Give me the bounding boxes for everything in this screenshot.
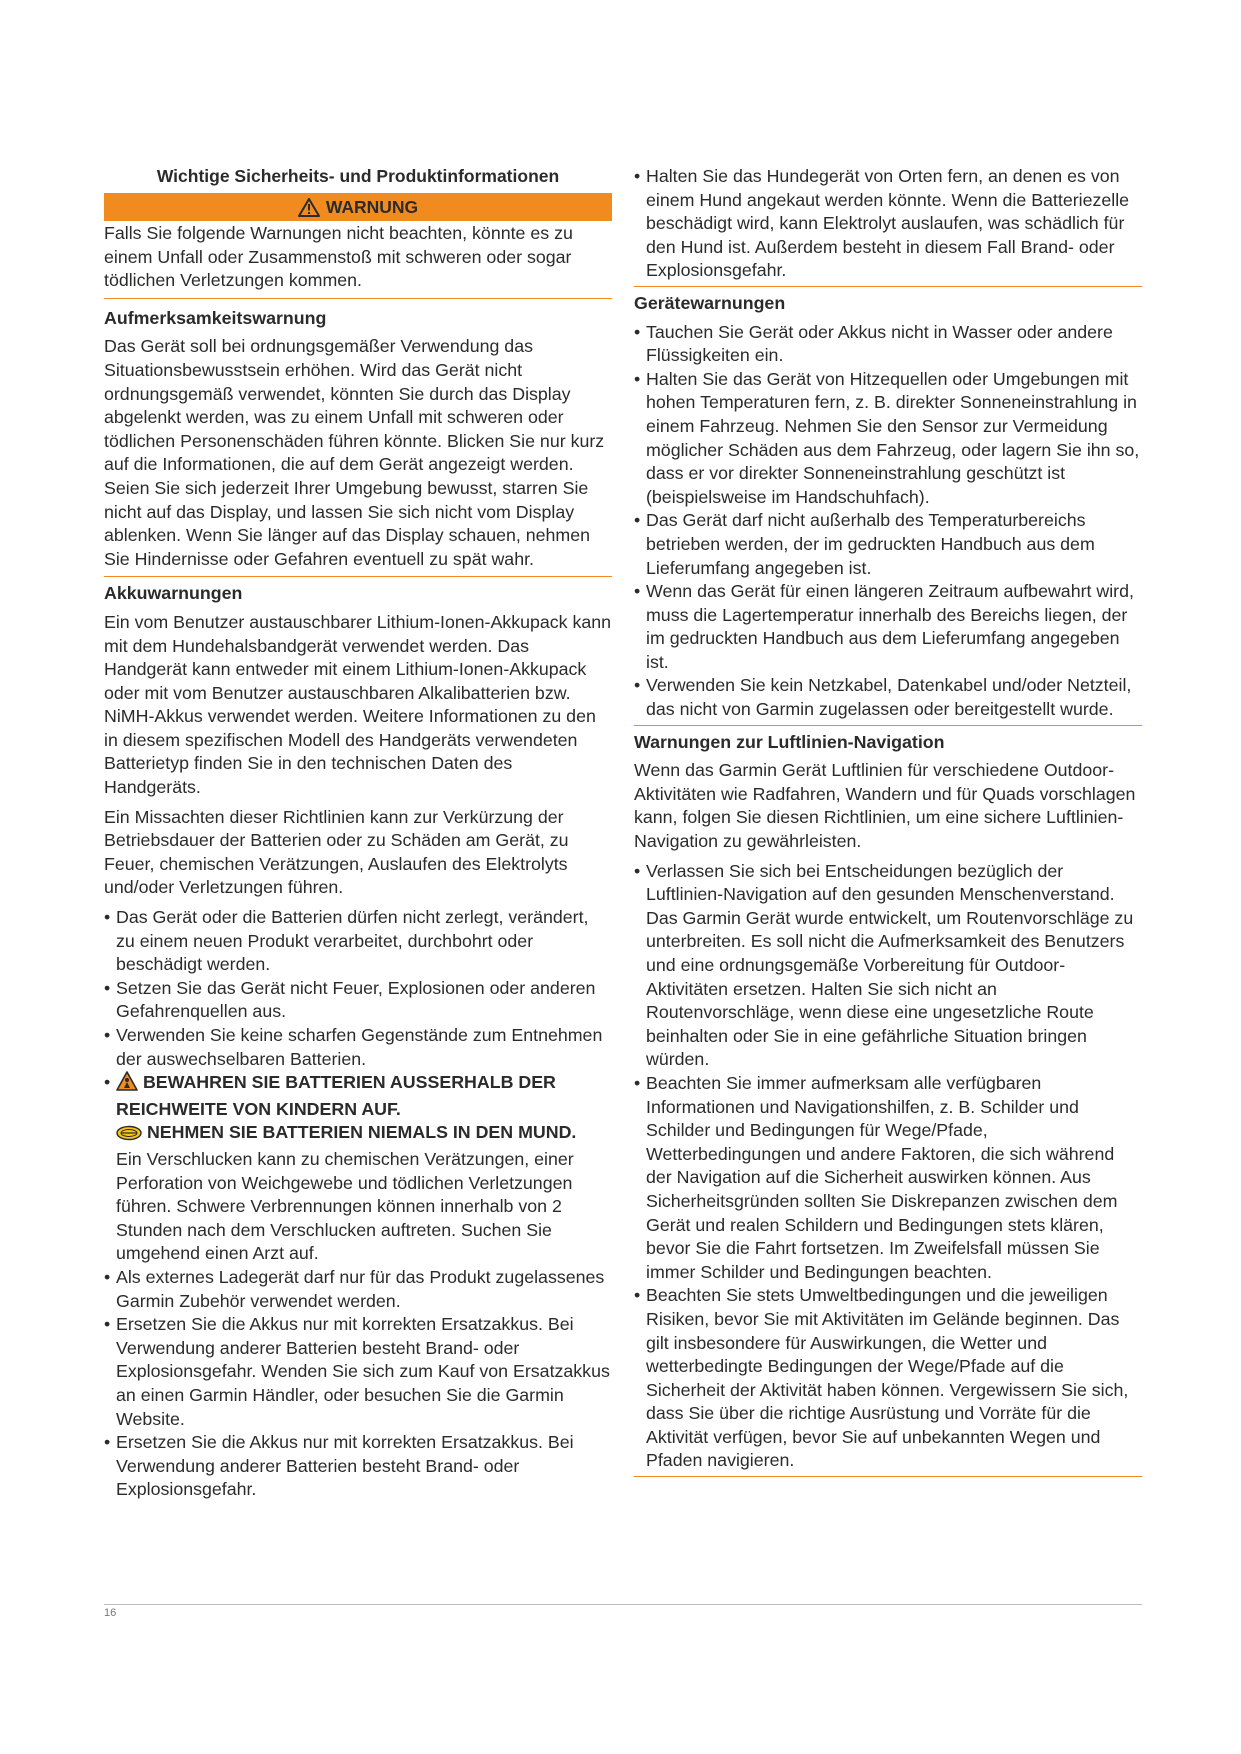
list-item: • Halten Sie das Gerät von Hitzequellen oder Umgebungen mit hohen Temperaturen fern, z. B. direkter Sonneneinstrahlung in einem Fahrzeug. Nehmen Sie den Sensor zur Vermeidung möglicher Schäden aus dem Fahrzeug, oder lagern Sie ihn so, dass er vor direkter Sonneneinstrahlung geschützt ist (beispielsweise im Handschuhfach). xyxy=(634,368,1142,510)
list-item: • Setzen Sie das Gerät nicht Feuer, Explosionen oder anderen Gefahrenquellen aus. xyxy=(104,977,612,1024)
battery-bullet-list xyxy=(104,906,612,1502)
list-item: • Halten Sie das Hundegerät von Orten fern, an denen es von einem Hund angekaut werden könnte. Wenn die Batteriezelle beschädigt wird, kann Elektrolyt auslaufen, was schädlich für den Hund ist. Außerdem besteht in diesem Fall Brand- oder Explosionsgefahr. xyxy=(634,165,1142,283)
device-warnings-heading: Gerätewarnungen xyxy=(634,292,786,313)
warning-label: WARNUNG xyxy=(325,196,419,217)
child-warning-icon xyxy=(116,1071,138,1098)
caps-warning-children: BEWAHREN SIE BATTERIEN AUSSERHALB DER REICHWEITE VON KINDERN AUF. xyxy=(116,1072,556,1119)
navigation-body: Wenn das Garmin Gerät Luftlinien für verschiedene Outdoor-Aktivitäten wie Radfahren, Wandern und für Quads vorschlagen kann, folgen Sie diesen Richtlinien, um eine sichere Luftlinien-Navigation zu gewährleisten. xyxy=(634,760,1136,852)
attention-body: Das Gerät soll bei ordnungsgemäßer Verwendung das Situationsbewusstsein erhöhen. Wird das Gerät nicht ordnungsgemäß verwendet, könnten Sie durch das Display abgelenkt werden, was zu einem Unfall mit schweren oder tödlichen Personenschäden führen könnte. Blicken Sie nur kurz auf die Informationen, die auf dem Gerät angezeigt werden. Seien Sie sich jederzeit Ihrer Umgebung bewusst, starren Sie nicht auf das Display, und lassen Sie sich nicht vom Display ablenken. Wenn Sie länger auf das Display schauen, nehmen Sie Hindernisse oder Gefahren eventuell zu spät wahr. xyxy=(104,335,612,577)
list-item: • Das Gerät oder die Batterien dürfen nicht zerlegt, verändert, zu einem neuen Produkt verarbeitet, durchbohrt oder beschädigt werden. xyxy=(104,906,612,977)
left-column xyxy=(104,165,612,1502)
dog-device-bullet-list xyxy=(634,165,1142,287)
battery-heading: Akkuwarnungen xyxy=(104,583,243,604)
page-title: Wichtige Sicherheits- und Produktinformationen xyxy=(156,166,560,186)
list-item: • Ersetzen Sie die Akkus nur mit korrekten Ersatzakkus. Bei Verwendung anderer Batterien besteht Brand- oder Explosionsgefahr. xyxy=(104,1431,612,1502)
ingestion-warning-text: Ein Verschlucken kann zu chemischen Verätzungen, einer Perforation von Weichgewebe und tödlichen Verletzungen führen. Schwere Verbrennungen können innerhalb von 2 Stunden nach dem Verschlucken auftreten. Suchen Sie umgehend einen Arzt auf. xyxy=(116,1148,574,1264)
page-number: 16 xyxy=(104,1607,117,1619)
list-item: • Verwenden Sie keine scharfen Gegenstände zum Entnehmen der auswechselbaren Batterien. xyxy=(104,1024,612,1071)
navigation-bullet-list xyxy=(634,860,1142,1477)
battery-body-1: Ein vom Benutzer austauschbarer Lithium-Ionen-Akkupack kann mit dem Hundehalsbandgerät verwendet werden. Das Handgerät kann entweder mit einem Lithium-Ionen-Akkupack oder mit vom Benutzer austauschbaren Alkalibatterien bzw. NiMH-Akkus verwendet werden. Weitere Informationen zu den in diesem spezifischen Modell des Handgeräts verwendeten Batterietyp finden Sie in den technischen Daten des Handgeräts. xyxy=(104,611,612,798)
warning-banner xyxy=(104,193,612,221)
right-column xyxy=(634,165,1142,1482)
list-item: • Verwenden Sie kein Netzkabel, Datenkabel und/oder Netzteil, das nicht von Garmin zugelassen oder bereitgestellt wurde. xyxy=(634,674,1142,721)
list-item: • Als externes Ladegerät darf nur für das Produkt zugelassenes Garmin Zubehör verwendet werden. xyxy=(104,1266,612,1313)
list-item: • Verlassen Sie sich bei Entscheidungen bezüglich der Luftlinien-Navigation auf den gesunden Menschenverstand. Das Garmin Gerät wurde entwickelt, um Routenvorschläge zu unterbreiten. Es soll nicht die Aufmerksamkeit des Benutzers und eine ordnungsgemäße Vorbereitung für Outdoor-Aktivitäten ersetzen. Halten Sie sich nicht an Routenvorschläge, wenn diese eine ungesetzliche Route beinhalten oder Sie in eine gefährliche Situation bringen würden. xyxy=(634,860,1142,1072)
list-item-child-warning xyxy=(104,1071,612,1266)
list-item: • Wenn das Gerät für einen längeren Zeitraum aufbewahrt wird, muss die Lagertemperatur innerhalb des Bereichs liegen, der im gedruckten Handbuch aus dem Lieferumfang angegeben ist. xyxy=(634,580,1142,674)
navigation-warnings-heading: Warnungen zur Luftlinien-Navigation xyxy=(634,731,945,752)
device-bullet-list xyxy=(634,321,1142,726)
list-item: • Das Gerät darf nicht außerhalb des Temperaturbereichs betrieben werden, der im gedruckten Handbuch aus dem Lieferumfang angegeben ist. xyxy=(634,509,1142,580)
list-item: • Ersetzen Sie die Akkus nur mit korrekten Ersatzakkus. Bei Verwendung anderer Batterien besteht Brand- oder Explosionsgefahr. Wenden Sie sich zum Kauf von Ersatzakkus an einen Garmin Händler, oder besuchen Sie die Garmin Website. xyxy=(104,1313,612,1431)
attention-heading: Aufmerksamkeitswarnung xyxy=(104,307,327,328)
list-item: • Beachten Sie immer aufmerksam alle verfügbaren Informationen und Navigationshilfen, z. B. Schilder und Schilder und Bedingungen für Wege/Pfade, Wetterbedingungen und andere Faktoren, die sich während der Navigation auf die Sicherheit auswirken können. Aus Sicherheitsgründen sollten Sie Diskrepanzen zwischen dem Gerät und realen Schildern und Bedingungen stets klären, bevor Sie die Fahrt fortsetzen. Im Zweifelsfall müssen Sie immer Schilder und Bedingungen beachten. xyxy=(634,1072,1142,1284)
battery-body-2: Ein Missachten dieser Richtlinien kann zur Verkürzung der Betriebsdauer der Batterien oder zu Schäden am Gerät, zu Feuer, chemischen Verätzungen, Auslaufen des Elektrolyts und/oder Verletzungen führen. xyxy=(104,806,569,898)
list-item: • Tauchen Sie Gerät oder Akkus nicht in Wasser oder andere Flüssigkeiten ein. xyxy=(634,321,1142,368)
warning-triangle-icon xyxy=(298,198,320,217)
warning-text: Falls Sie folgende Warnungen nicht beachten, könnte es zu einem Unfall oder Zusammenstoß mit schweren oder sogar tödlichen Verletzungen kommen. xyxy=(104,221,612,299)
list-item: • Beachten Sie stets Umweltbedingungen und die jeweiligen Risiken, bevor Sie mit Aktivitäten im Gelände beginnen. Das gilt insbesondere für Auswirkungen, die Wetter und wetterbedingte Bedingungen der Wege/Pfade auf die Sicherheit der Aktivität haben können. Vergewissern Sie sich, dass Sie über die richtige Ausrüstung und Vorräte für die Aktivität verfügen, bevor Sie auf unbekannten Wegen und Pfaden navigieren. xyxy=(634,1284,1142,1473)
coin-battery-icon xyxy=(116,1124,142,1148)
caps-warning-mouth: NEHMEN SIE BATTERIEN NIEMALS IN DEN MUND. xyxy=(146,1122,577,1143)
footer-divider xyxy=(104,1604,1142,1605)
